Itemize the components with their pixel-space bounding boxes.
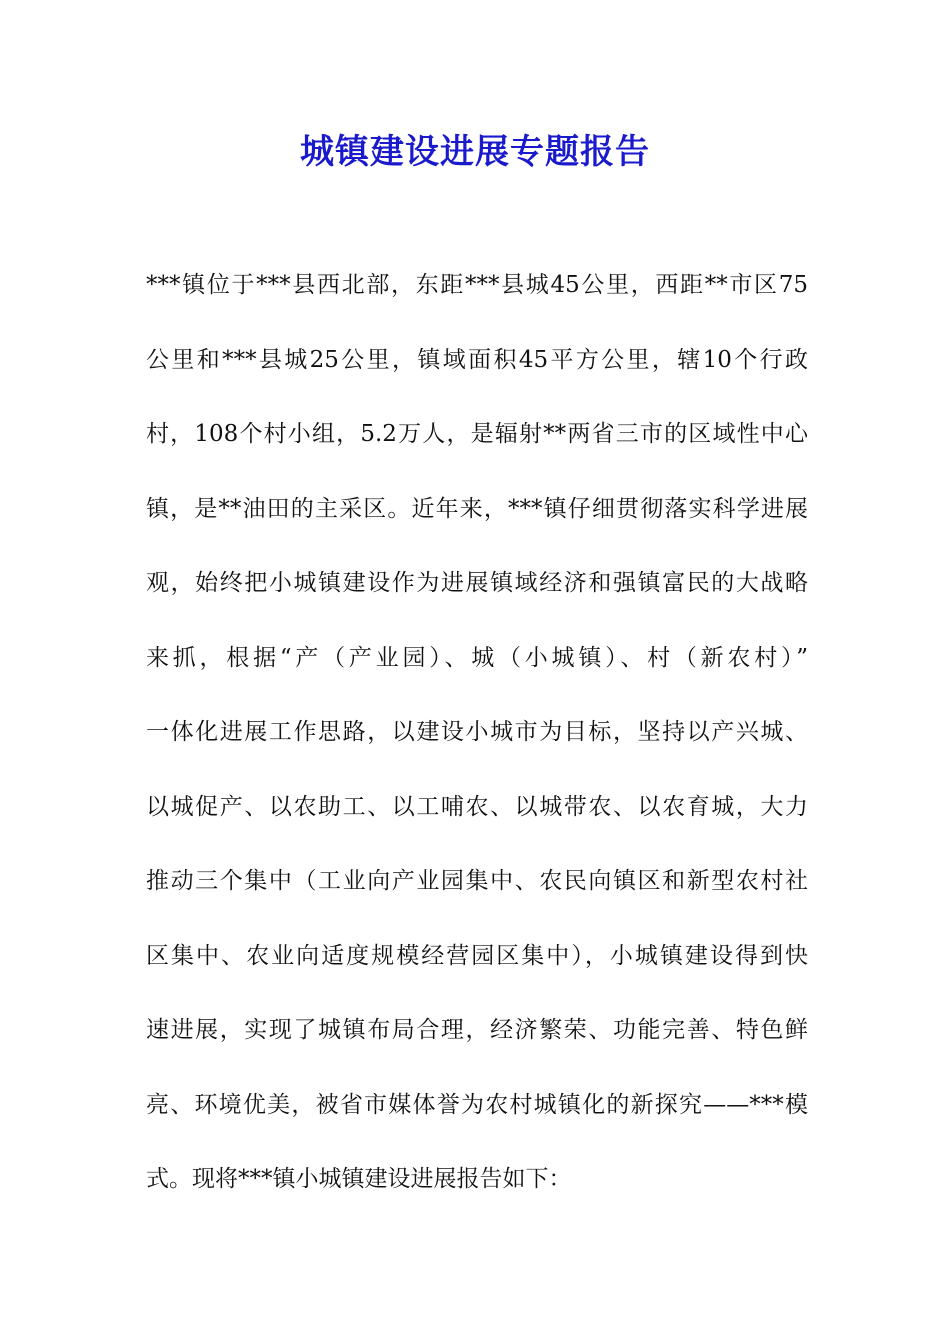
paragraph-line: 亮、环境优美，被省市媒体誉为农村城镇化的新探究——***模 [146, 1091, 808, 1118]
paragraph-line: ***镇位于***县西北部，东距***县城45公里，西距**市区75 [146, 272, 808, 298]
paragraph-line: 公里和***县城25公里，镇域面积45平方公里，辖10个行政 [146, 346, 808, 373]
paragraph-line: 镇，是**油田的主采区。近年来，***镇仔细贯彻落实科学进展 [146, 495, 808, 522]
paragraph-line: 以城促产、以农助工、以工哺农、以城带农、以农育城，大力 [146, 793, 808, 820]
paragraph-line: 推动三个集中（工业向产业园集中、农民向镇区和新型农村社 [146, 868, 808, 894]
paragraph-line: 来抓，根据“产（产业园）、城（小城镇）、村（新农村）” [146, 644, 808, 671]
paragraph-line: 一体化进展工作思路，以建设小城市为目标，坚持以产兴城、 [146, 719, 808, 745]
document-title: 城镇建设进展专题报告 [300, 132, 650, 172]
paragraph-line: 观，始终把小城镇建设作为进展镇域经济和强镇富民的大战略 [146, 570, 808, 596]
body-paragraph [146, 262, 808, 1231]
paragraph-line: 村，108个村小组，5.2万人，是辐射**两省三市的区域性中心 [146, 421, 808, 447]
paragraph-line: 式。现将***镇小城镇建设进展报告如下： [146, 1166, 572, 1192]
paragraph-line: 区集中、农业向适度规模经营园区集中），小城镇建设得到快 [146, 942, 808, 969]
paragraph-line: 速进展，实现了城镇布局合理，经济繁荣、功能完善、特色鲜 [146, 1017, 808, 1043]
